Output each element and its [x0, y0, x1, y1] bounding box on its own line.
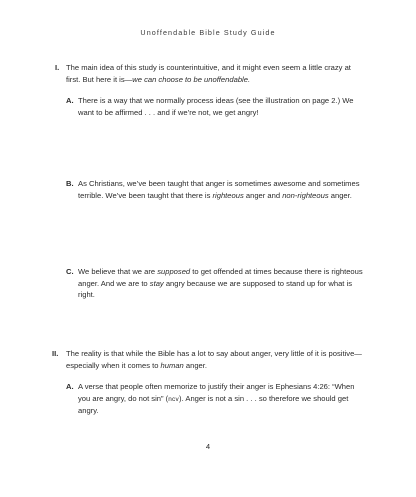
point-1b-emphasis-2: non-righteous: [282, 190, 329, 200]
section-2-text: [66, 348, 366, 371]
page-number: 4: [205, 442, 211, 451]
point-1b-text-part-1: As Christians, we’ve been taught that anger is sometimes awesome and sometimes terrible. We’ve been taught that there is: [78, 179, 360, 200]
point-2a-marker: A.: [66, 382, 74, 391]
section-marker-2: II.: [52, 349, 59, 358]
point-2a-text-part-1: A verse that people often memorize to justify their anger is Ephesians 4:26: “When you are angry, do not sin” (: [78, 382, 355, 403]
point-1c-text-part-2: to get offended at times because there is righteous anger. And we are to: [78, 267, 363, 288]
point-1c-text-part-1: We believe that we are: [78, 267, 158, 276]
section-2-text-main: The reality is that while the Bible has a lot to say about anger, very little of it is positive—especially when it comes to: [66, 349, 362, 370]
point-1a-text: There is a way that we normally process ideas (see the illustration on page 2.) We want to be affirmed . . . and if we’re not, we get angry!: [78, 96, 354, 117]
bible-version-abbreviation: ncv: [168, 395, 180, 403]
point-1a-marker: A.: [66, 96, 74, 105]
point-1b-marker: B.: [66, 179, 74, 188]
section-2-text-end: anger.: [183, 360, 208, 370]
point-2a-text-part-2: ). Anger is not a sin . . . so therefore we should get angry.: [78, 393, 349, 416]
point-1b-emphasis-1: righteous: [212, 190, 244, 200]
point-1b-text-part-3: anger.: [328, 190, 352, 200]
point-1c-text-part-3: angry because we are supposed to stand up for what is right.: [78, 278, 352, 300]
point-2a-text: [78, 381, 368, 417]
point-1b-text-part-2: anger and: [243, 190, 283, 200]
point-1c-marker: C.: [66, 267, 74, 276]
point-1c-text: [78, 266, 370, 301]
running-head: Unoffendable Bible Study Guide: [140, 28, 276, 37]
point-1c-emphasis-2: stay: [149, 278, 164, 288]
point-1c-emphasis-1: supposed: [157, 267, 191, 276]
section-1-text-emphasis: we can choose to be unoffendable.: [132, 74, 251, 84]
section-1-text: [66, 62, 364, 85]
section-marker-1: I.: [55, 63, 60, 72]
point-1b-text: [78, 178, 368, 201]
section-1-text-main: The main idea of this study is counterintuitive, and it might even seem a little crazy at first. But here it is—: [66, 63, 351, 84]
section-2-text-emphasis: human: [160, 360, 184, 370]
